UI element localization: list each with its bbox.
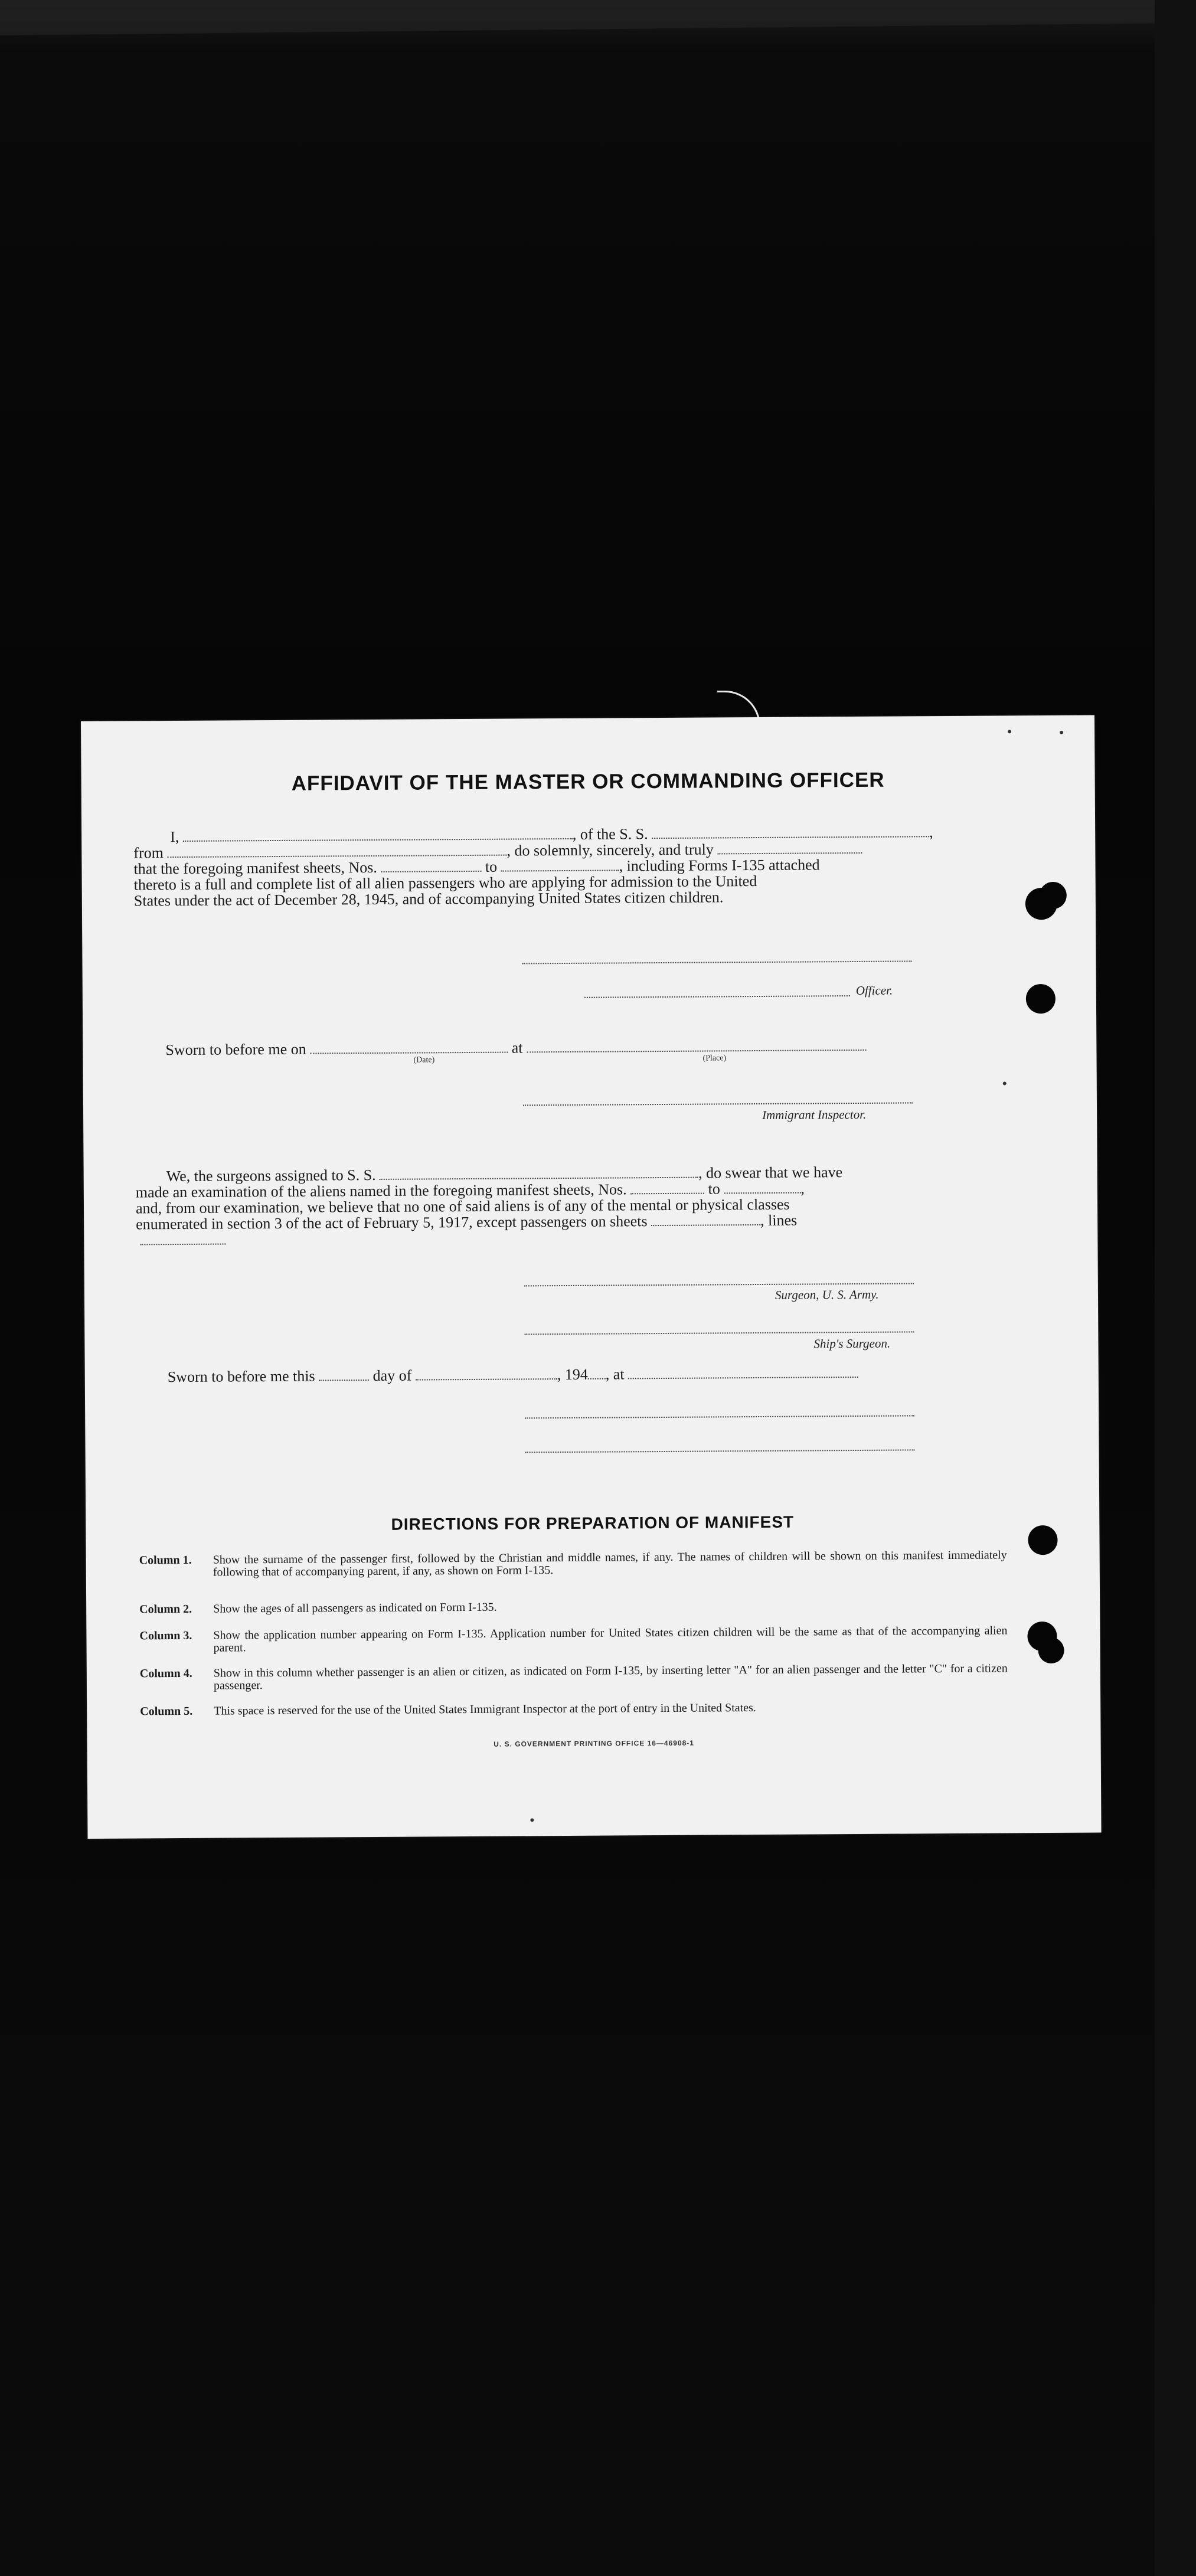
name-blank [183,826,573,842]
master-signature-line [522,959,912,964]
sheet-from-blank [381,859,481,872]
sworn-signature-line-1 [525,1414,914,1418]
direction-item [140,1662,1008,1694]
inspector-caption: Immigrant Inspector. [762,1107,867,1122]
sworn-year-blank [588,1367,606,1379]
sheet-to-blank [501,858,619,871]
direction-item [139,1624,1007,1656]
officer-signature-line [584,994,850,998]
punch-hole [1026,984,1056,1014]
surgeon-sheet-from-blank [630,1181,704,1195]
sworn-day-blank [319,1368,369,1381]
place-caption: (Place) [702,1054,727,1063]
sworn-at-blank [628,1365,858,1379]
direction-item [139,1549,1007,1593]
direction-label: Column 4. [139,1666,192,1681]
punch-hole [1038,1637,1064,1663]
surgeons-line-1: We, the surgeons assigned to S. S. , do swear that we have [166,1163,843,1185]
sworn-place-blank [527,1038,866,1053]
sworn-signature-line-2 [525,1448,915,1453]
master-line-1: I, , of the S. S. , [170,823,933,846]
directions-title: DIRECTIONS FOR PREPARATION OF MANIFEST [391,1512,795,1534]
direction-text: Show in this column whether passenger is an alien or citizen, as indicated on Form I-135, by inserting letter "A" for an alien passenger and the letter "C" for a citizen passenger. [213,1662,1008,1692]
lines-blank [140,1243,226,1245]
sworn-line-2: Sworn to before me this day of , 194 , at [168,1364,858,1386]
printing-office-footer: U. S. GOVERNMENT PRINTING OFFICE 16—46908-1 [494,1738,694,1748]
punch-hole [1040,882,1067,909]
ship-surgeon-signature-line [524,1330,914,1335]
surgeons-line-3: and, from our examination, we believe that no one of said aliens is of any of the mental or physical classes [135,1195,790,1217]
direction-label: Column 3. [139,1629,192,1643]
surgeon-ship-blank [380,1165,698,1180]
master-line-2: from , do solemnly, sincerely, and truly [133,840,862,862]
affidavit-title: AFFIDAVIT OF THE MASTER OR COMMANDING OFFICER [291,768,885,795]
master-line-5: States under the act of December 28, 1945, and of accompanying United States citizen children. [133,888,724,910]
direction-item [139,1598,1007,1616]
sworn-line-1: Sworn to before me on at [165,1037,866,1059]
ship-surgeon-caption: Ship's Surgeon. [813,1336,891,1351]
from-blank [167,843,506,858]
direction-label: Column 1. [139,1553,192,1567]
officer-caption: Officer. [855,983,893,998]
speck [530,1818,534,1822]
master-line-3: that the foregoing manifest sheets, Nos. to , including Forms I-135 attached [133,856,820,878]
direction-text: Show the surname of the passenger first, followed by the Christian and middle names, if any. The names of children will be shown on this manifest immediately following that of accompanying parent, if any, as shown on Form I-135. [213,1548,1007,1579]
speck [1008,730,1011,733]
speck [1003,1081,1007,1085]
sworn-month-blank [416,1367,557,1380]
army-surgeon-caption: Surgeon, U. S. Army. [775,1287,879,1302]
except-sheets-blank [651,1212,760,1226]
date-caption: (Date) [413,1055,435,1065]
surgeons-line-2: made an examination of the aliens named in the foregoing manifest sheets, Nos. to , [135,1179,805,1201]
direction-item [140,1700,1008,1731]
master-line-4: thereto is a full and complete list of all alien passengers who are applying for admission to the United [133,872,757,894]
direction-text: Show the ages of all passengers as indicated on Form I-135. [213,1600,497,1616]
surgeons-line-4: enumerated in section 3 of the act of February 5, 1917, except passengers on sheets , lines [136,1211,798,1233]
inspector-signature-line [523,1101,913,1106]
oath-blank [717,841,862,854]
speck [1060,731,1063,734]
direction-text: This space is reserved for the use of the United States Immigrant Inspector at the port of entry in the United States. [214,1701,756,1718]
army-surgeon-signature-line [524,1282,914,1286]
affidavit-page [81,715,1102,1839]
direction-label: Column 5. [140,1704,193,1718]
sworn-date-blank [310,1040,508,1054]
direction-label: Column 2. [139,1602,192,1616]
surgeon-sheet-to-blank [724,1181,800,1194]
film-edge-right [1155,0,1196,2576]
direction-text: Show the application number appearing on Form I-135. Application number for United States citizen children will be the same as that of the accompanying alien parent. [213,1624,1008,1655]
ship-blank [652,824,929,839]
